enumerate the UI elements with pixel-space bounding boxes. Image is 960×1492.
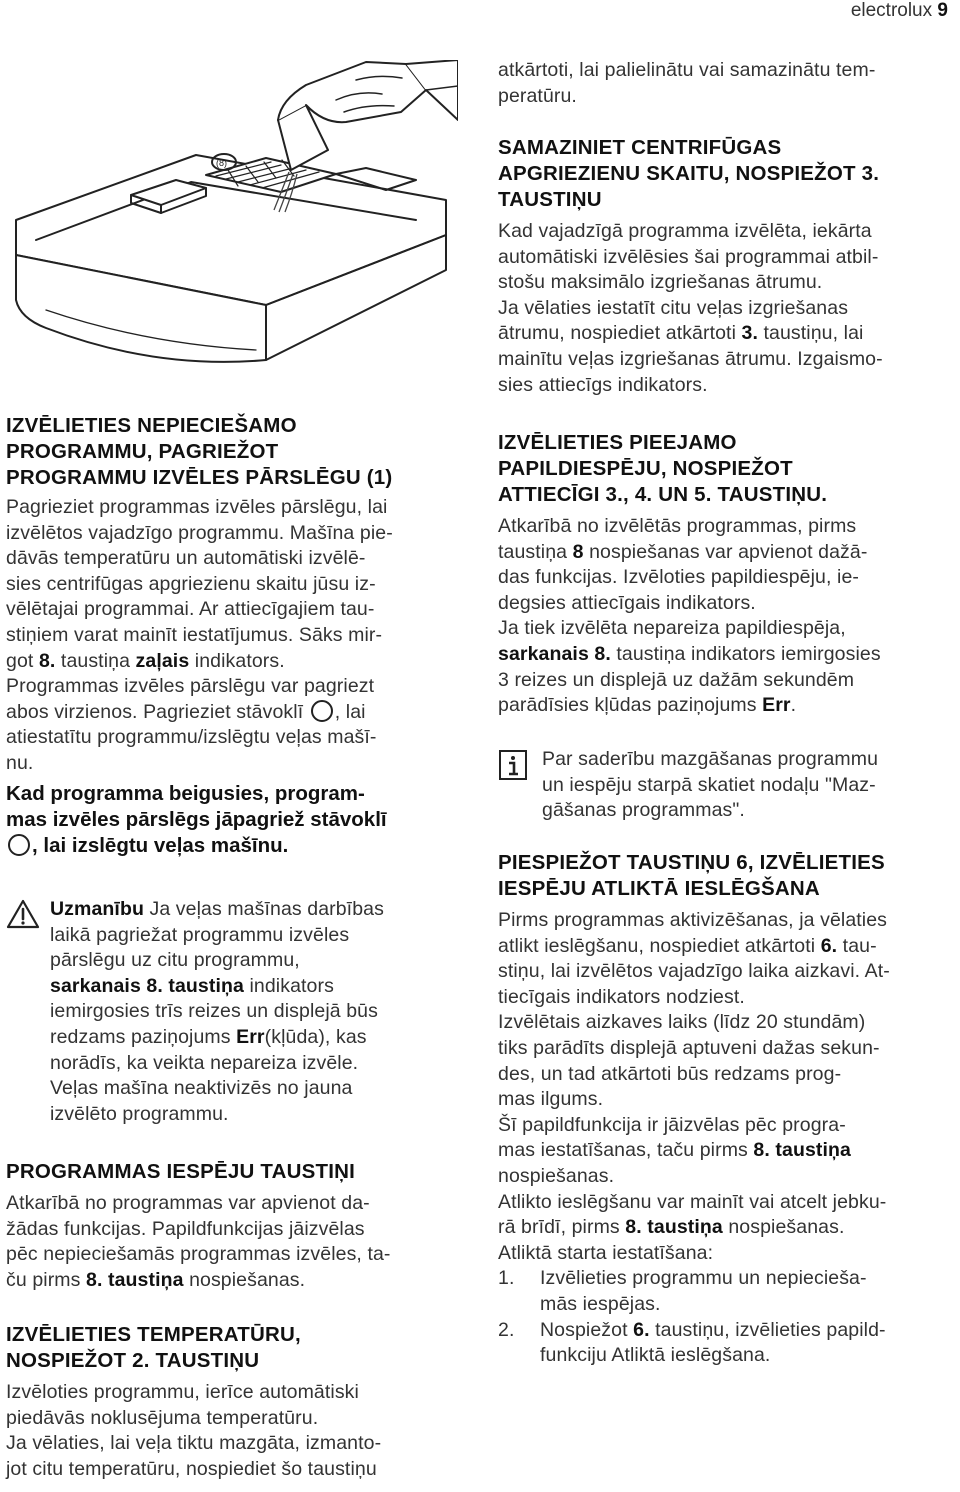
text-span: Nospiežot [540, 1318, 634, 1341]
text-span: , lai [334, 700, 366, 723]
bold-span: 8 [572, 540, 584, 563]
heading-spin-speed [498, 135, 946, 213]
text-line: funkciju Atliktā ieslēgšana. [540, 1344, 771, 1367]
bold-span: 8. taustiņa [625, 1216, 723, 1239]
bold-span: Uzmanību [50, 898, 144, 920]
heading-line: IZVĒLIETIES PIEEJAMO [498, 431, 737, 454]
text-line [498, 1215, 946, 1241]
text-span: abos virzienos. Pagrieziet stāvoklī [6, 700, 304, 723]
text-line: un iespēju starpā skatiet nodaļu "Maz- [542, 773, 876, 796]
text-line: stiņu, lai izvēlētos vajadzīgo laika aizkavi. At- [498, 960, 890, 983]
text-line: Programmas izvēles pārslēgu var pagriezt [6, 675, 375, 698]
text-line: 3 reizes un displejā uz dažām sekundēm [498, 668, 855, 691]
text-span: mas iestatīšanas, taču pirms [498, 1139, 754, 1162]
bold-span: 8. taustiņa [86, 1268, 184, 1291]
text-line: Izvēlieties programmu un nepiecieša- [540, 1267, 867, 1290]
text-line: pēc nepieciešamās programmas izvēles, ta- [6, 1243, 391, 1266]
text-line: atkārtoti, lai palielinātu vai samazinātu tem- [498, 59, 876, 81]
text-line: peratūru. [498, 84, 577, 107]
text-line: vēlētajai programmai. Ar attiecīgajiem tau- [6, 598, 375, 621]
text-span: (kļūda), kas [264, 1025, 367, 1048]
heading-line: PAPILDIESPĒJU, NOSPIEŽOT [498, 457, 793, 480]
heading-line: IZVĒLIETIES NEPIECIEŠAMO [6, 414, 297, 437]
text-span: Ja veļas mašīnas darbības [143, 898, 384, 920]
text-span: got [6, 649, 39, 672]
bold-span: Err [236, 1025, 265, 1048]
heading-line: TAUSTIŅU [498, 188, 602, 211]
text-line [50, 1025, 458, 1051]
heading-line: IESPĒJU ATLIKTĀ IESLĒGŠANA [498, 877, 820, 900]
heading-temperature [6, 1322, 458, 1374]
text-line [540, 1318, 946, 1344]
text-line [498, 1138, 946, 1164]
text-line: žādas funkcijas. Papildfunkcijas jāizvēlas [6, 1217, 365, 1240]
text-line: nospiešanas. [498, 1164, 615, 1187]
text-line: gāšanas programmas". [542, 799, 745, 822]
text-line: das funkcijas. Izvēloties papildiespēju, ie- [498, 566, 860, 589]
text-line [498, 321, 946, 347]
text-span: . [790, 694, 797, 717]
info-icon [498, 749, 528, 781]
text-line: Izvēloties programmu, ierīce automātiski [6, 1381, 359, 1403]
text-span: indikators. [189, 649, 285, 672]
text-line: sies centrifūgas apgriezienu skaitu jūsu iz- [6, 572, 376, 595]
heading-line: NOSPIEŽOT 2. TAUSTIŅU [6, 1349, 260, 1372]
heading-option-buttons: PROGRAMMAS IESPĒJU TAUSTIŅI [6, 1160, 355, 1183]
bold-span: Err [762, 694, 791, 717]
warning-triangle-icon [6, 899, 40, 929]
text-line [498, 693, 946, 719]
bold-span: 6. [633, 1318, 650, 1341]
bold-span: 3. [741, 322, 758, 345]
brand-name: electrolux [850, 0, 933, 21]
text-line: iemirgosies trīs reizes un displejā būs [50, 1000, 378, 1023]
text-line: degsies attiecīgais indikators. [498, 591, 756, 614]
info-note [498, 747, 946, 824]
text-line: izvēlētos vajadzīgo programmu. Mašīna pie- [6, 521, 393, 544]
temperature-continuation [498, 58, 946, 109]
heading-delay-start [498, 850, 946, 902]
warning-note [6, 897, 458, 1127]
text-span: taustiņa [55, 649, 136, 672]
text-line: Atlikto ieslēgšanu var mainīt vai atcelt jebku- [498, 1190, 887, 1213]
section-additional-options [498, 430, 946, 719]
heading-line: ATTIECĪGI 3., 4. UN 5. TAUSTIŅU. [498, 483, 828, 506]
off-position-circle-icon [8, 834, 30, 856]
text-line: tiecīgais indikators nodziest. [498, 985, 745, 1008]
text-line: atiestatītu programmu/izslēgtu veļas mašī- [6, 726, 377, 749]
off-position-circle-icon [311, 700, 333, 722]
text-line: Ja tiek izvēlēta nepareiza papildiespēja, [498, 617, 846, 640]
text-line: dāvās temperatūru un automātiski izvēlē- [6, 547, 366, 570]
section-select-program [6, 413, 458, 859]
text-line: Ja vēlaties, lai veļa tiktu mazgāta, izmanto- [6, 1432, 382, 1455]
bold-span: sarkanais 8. taustiņa [50, 974, 244, 997]
heading-additional-options [498, 430, 946, 508]
text-line [50, 897, 458, 923]
text-line: stiņiem varat mainīt iestatījumus. Sāks mir- [6, 623, 383, 646]
text-span: redzams paziņojums [50, 1025, 237, 1048]
text-line: Šī papildfunkcija ir jāizvēlas pēc progra- [498, 1113, 846, 1136]
text-line: izvēlēto programmu. [50, 1102, 229, 1125]
bold-line: mas izvēles pārslēgs jāpagriež stāvoklī [6, 807, 387, 831]
text-line [6, 649, 458, 675]
text-span: taustiņa indikators iemirgosies [610, 642, 881, 665]
text-span: taustiņu, izvēlieties papild- [649, 1318, 886, 1341]
bold-span: 8. taustiņa [753, 1139, 851, 1162]
bold-span: 6. [820, 934, 838, 957]
bold-span: zaļais [135, 649, 190, 672]
page-header [851, 0, 948, 22]
text-line: Izvēlētais aizkaves laiks (līdz 20 stundām) [498, 1011, 866, 1034]
text-line: automātiski izvēlēsies šai programmai atbil- [498, 245, 879, 268]
page-number: 9 [937, 0, 948, 21]
text-line: Atkarībā no izvēlētās programmas, pirms [498, 515, 857, 537]
text-line: jot citu temperatūru, nospiediet šo taustiņu [6, 1457, 377, 1480]
text-line: Ja vēlaties iestatīt citu veļas izgriešanas [498, 296, 849, 319]
text-span: nospiešanas var apvienot dažā- [583, 540, 868, 563]
text-line: pārslēgu uz citu programmu, [50, 949, 300, 972]
text-span: rā brīdī, pirms [498, 1216, 626, 1239]
text-line: tiks parādīts displejā aptuveni dažas sekun- [498, 1036, 880, 1059]
text-span: ātrumu, nospiediet atkārtoti [498, 322, 742, 345]
text-line: des, un tad atkārtoti būs redzams prog- [498, 1062, 842, 1085]
detergent-dispenser-illustration [6, 60, 458, 390]
text-span: parādīsies kļūdas paziņojums [498, 694, 763, 717]
text-line: piedāvās noklusējuma temperatūru. [6, 1406, 319, 1429]
text-line: mās iespējas. [540, 1292, 661, 1315]
text-line: norādīs, ka veikta nepareiza izvēle. [50, 1051, 359, 1074]
heading-line: PIESPIEŽOT TAUSTIŅU 6, IZVĒLIETIES [498, 851, 885, 874]
list-item [498, 1266, 946, 1317]
text-span: taustiņu, lai [758, 322, 864, 345]
text-line: Pirms programmas aktivizēšanas, ja vēlaties [498, 909, 888, 931]
text-line [6, 1268, 458, 1294]
text-span: ču pirms [6, 1268, 86, 1291]
list-number: 2. [498, 1318, 515, 1341]
text-span: atlikt ieslēgšanu, nospiediet atkārtoti [498, 934, 821, 957]
text-line: Atkarībā no programmas var apvienot da- [6, 1192, 370, 1214]
heading-line: SAMAZINIET CENTRIFŪGAS [498, 136, 782, 159]
text-line: stošu maksimālo izgriešanas ātrumu. [498, 271, 823, 294]
text-line: mas ilgums. [498, 1088, 604, 1111]
text-span: nospiešanas. [722, 1216, 845, 1239]
text-line: Pagrieziet programmas izvēles pārslēgu, lai [6, 496, 388, 518]
heading-line: PROGRAMMU, PAGRIEŽOT [6, 440, 279, 463]
text-span: indikators [243, 974, 334, 997]
text-line [498, 934, 946, 960]
section-delay-start [498, 850, 946, 1369]
list-item [498, 1318, 946, 1369]
text-span: taustiņa [498, 540, 573, 563]
bold-span: 8. [38, 649, 56, 672]
delay-steps-list [498, 1266, 946, 1368]
svg-text:(8): (8) [216, 158, 227, 168]
section-spin-speed [498, 135, 946, 398]
heading-line: IZVĒLIETIES TEMPERATŪRU, [6, 1323, 301, 1346]
text-line: nu. [6, 751, 34, 774]
text-line: Atliktā starta iestatīšana: [498, 1241, 714, 1264]
section-temperature [6, 1322, 458, 1482]
text-line: Par saderību mazgāšanas programmu [542, 748, 879, 770]
text-line: laikā pagriežat programmu izvēles [50, 923, 350, 946]
text-line: Kad vajadzīgā programma izvēlēta, iekārta [498, 220, 872, 242]
text-line: mainītu veļas izgriešanas ātrumu. Izgaismo- [498, 347, 883, 370]
text-line [498, 540, 946, 566]
bold-span: sarkanais 8. [498, 642, 611, 665]
bold-line: Kad programma beigusies, program- [6, 781, 365, 805]
heading-line: PROGRAMMU IZVĒLES PĀRSLĒGU (1) [6, 466, 393, 489]
text-line [498, 642, 946, 668]
section-option-buttons [6, 1159, 458, 1293]
text-span: , lai izslēgtu veļas mašīnu. [32, 833, 289, 857]
text-span: nospiešanas. [183, 1268, 306, 1291]
bold-line [6, 833, 458, 859]
text-line: sies attiecīgs indikators. [498, 373, 708, 396]
text-line [50, 974, 458, 1000]
heading-select-program [6, 413, 458, 491]
list-number: 1. [498, 1267, 515, 1290]
heading-line: APGRIEZIENU SKAITU, NOSPIEŽOT 3. [498, 162, 880, 185]
text-span: tau- [837, 934, 877, 957]
text-line [6, 700, 458, 726]
text-line: Veļas mašīna neaktivizēs no jauna [50, 1077, 353, 1100]
